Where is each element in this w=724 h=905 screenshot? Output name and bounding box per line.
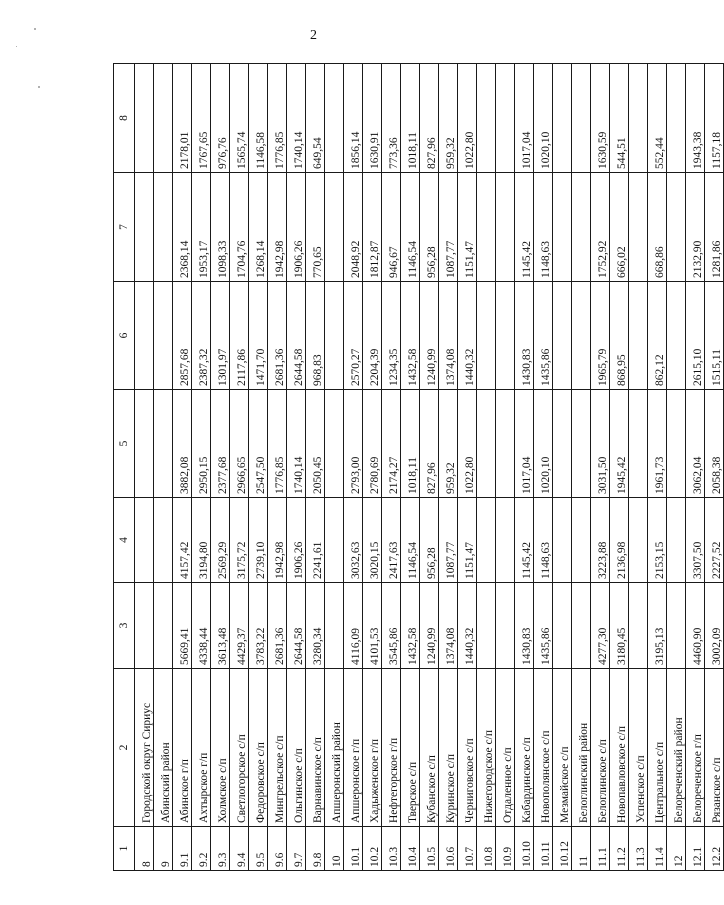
value-cell: 3020,15 xyxy=(363,498,382,583)
value-cell: 827,96 xyxy=(420,390,439,498)
value-cell: 1740,14 xyxy=(287,390,306,498)
municipality-name-cell: Холмское с/п xyxy=(211,669,230,827)
row-code-cell: 11.2 xyxy=(610,827,629,871)
header-cell: 3 xyxy=(114,583,135,669)
value-cell: 1945,42 xyxy=(610,390,629,498)
row-code-cell: 11 xyxy=(572,827,591,871)
row-code-cell: 12.2 xyxy=(705,827,724,871)
value-cell: 1018,11 xyxy=(401,390,420,498)
table-row xyxy=(572,64,591,871)
table-row xyxy=(382,64,401,871)
table-row xyxy=(705,64,724,871)
row-code-cell: 9.2 xyxy=(192,827,211,871)
row-code-cell: 12 xyxy=(667,827,686,871)
table-row xyxy=(192,64,211,871)
value-cell xyxy=(553,173,572,282)
value-cell: 3194,80 xyxy=(192,498,211,583)
row-code-cell: 9.6 xyxy=(268,827,287,871)
municipality-name-cell: Белореченское г/п xyxy=(686,669,705,827)
value-cell: 1146,58 xyxy=(249,64,268,173)
value-cell: 1374,08 xyxy=(439,282,458,390)
municipality-name-cell: Светлогорское с/п xyxy=(230,669,249,827)
municipality-name-cell: Куринское с/п xyxy=(439,669,458,827)
table-row xyxy=(477,64,496,871)
value-cell: 2780,69 xyxy=(363,390,382,498)
row-code-cell: 9.7 xyxy=(287,827,306,871)
value-cell: 773,36 xyxy=(382,64,401,173)
value-cell xyxy=(629,583,648,669)
value-cell xyxy=(667,390,686,498)
value-cell: 956,28 xyxy=(420,498,439,583)
value-cell xyxy=(553,390,572,498)
value-cell: 4277,30 xyxy=(591,583,610,669)
value-cell: 3002,09 xyxy=(705,583,724,669)
value-cell xyxy=(572,583,591,669)
row-code-cell: 9 xyxy=(154,827,173,871)
value-cell xyxy=(667,64,686,173)
municipality-name-cell: Апшеронский район xyxy=(325,669,344,827)
municipality-name-cell: Тверское с/п xyxy=(401,669,420,827)
value-cell: 1151,47 xyxy=(458,173,477,282)
value-cell: 1471,70 xyxy=(249,282,268,390)
value-cell: 1515,11 xyxy=(705,282,724,390)
value-cell: 649,54 xyxy=(306,64,325,173)
value-cell: 1906,26 xyxy=(287,173,306,282)
value-cell: 770,65 xyxy=(306,173,325,282)
table-row xyxy=(154,64,173,871)
value-cell: 1017,04 xyxy=(515,64,534,173)
value-cell: 3175,72 xyxy=(230,498,249,583)
value-cell: 1440,32 xyxy=(458,583,477,669)
municipality-name-cell: Абинское г/п xyxy=(173,669,192,827)
municipality-name-cell: Новополянское с/п xyxy=(534,669,553,827)
value-cell: 2368,14 xyxy=(173,173,192,282)
value-cell xyxy=(496,583,515,669)
value-cell: 2570,27 xyxy=(344,282,363,390)
row-code-cell: 10.1 xyxy=(344,827,363,871)
row-code-cell: 10.3 xyxy=(382,827,401,871)
value-cell: 1565,74 xyxy=(230,64,249,173)
value-cell xyxy=(572,498,591,583)
value-cell: 1098,33 xyxy=(211,173,230,282)
table-row xyxy=(496,64,515,871)
value-cell: 3032,63 xyxy=(344,498,363,583)
value-cell: 2644,58 xyxy=(287,282,306,390)
value-cell: 668,86 xyxy=(648,173,667,282)
table-row xyxy=(629,64,648,871)
header-cell: 8 xyxy=(114,64,135,173)
table-row xyxy=(648,64,667,871)
value-cell xyxy=(325,64,344,173)
value-cell xyxy=(629,64,648,173)
value-cell: 1240,99 xyxy=(420,583,439,669)
table-row xyxy=(439,64,458,871)
value-cell xyxy=(477,583,496,669)
value-cell xyxy=(629,390,648,498)
value-cell: 1157,18 xyxy=(705,64,724,173)
table-row xyxy=(420,64,439,871)
value-cell: 2739,10 xyxy=(249,498,268,583)
table-row xyxy=(667,64,686,871)
value-cell: 1906,26 xyxy=(287,498,306,583)
rotated-table-container xyxy=(113,64,723,871)
value-cell: 2136,98 xyxy=(610,498,629,583)
value-cell: 1148,63 xyxy=(534,173,553,282)
municipality-name-cell: Хадыженское г/п xyxy=(363,669,382,827)
value-cell: 1374,08 xyxy=(439,583,458,669)
value-cell xyxy=(553,498,572,583)
value-cell: 1087,77 xyxy=(439,498,458,583)
value-cell: 1740,14 xyxy=(287,64,306,173)
table-row xyxy=(515,64,534,871)
value-cell: 2417,63 xyxy=(382,498,401,583)
value-cell: 3307,50 xyxy=(686,498,705,583)
data-table xyxy=(113,63,724,871)
value-cell: 959,32 xyxy=(439,390,458,498)
value-cell xyxy=(553,583,572,669)
row-code-cell: 10.2 xyxy=(363,827,382,871)
table-row xyxy=(363,64,382,871)
value-cell xyxy=(325,173,344,282)
value-cell xyxy=(496,390,515,498)
value-cell: 3613,48 xyxy=(211,583,230,669)
value-cell: 1145,42 xyxy=(515,498,534,583)
value-cell: 1145,42 xyxy=(515,173,534,282)
value-cell: 1630,59 xyxy=(591,64,610,173)
value-cell: 1146,54 xyxy=(401,498,420,583)
municipality-name-cell: Кубанское с/п xyxy=(420,669,439,827)
municipality-name-cell: Отдаленное с/п xyxy=(496,669,515,827)
header-cell: 4 xyxy=(114,498,135,583)
municipality-name-cell: Белоглинское с/п xyxy=(591,669,610,827)
value-cell: 544,51 xyxy=(610,64,629,173)
table-row xyxy=(211,64,230,871)
value-cell: 2615,10 xyxy=(686,282,705,390)
value-cell: 2178,01 xyxy=(173,64,192,173)
value-cell: 3882,08 xyxy=(173,390,192,498)
value-cell xyxy=(325,390,344,498)
value-cell xyxy=(135,173,154,282)
value-cell: 2058,38 xyxy=(705,390,724,498)
value-cell: 4116,09 xyxy=(344,583,363,669)
value-cell: 1430,83 xyxy=(515,282,534,390)
municipality-name-cell: Нефтегорское г/п xyxy=(382,669,401,827)
municipality-name-cell: Абинский район xyxy=(154,669,173,827)
value-cell xyxy=(154,282,173,390)
value-cell: 1943,38 xyxy=(686,64,705,173)
value-cell xyxy=(154,583,173,669)
row-code-cell: 10.5 xyxy=(420,827,439,871)
row-code-cell: 8 xyxy=(135,827,154,871)
value-cell: 2681,36 xyxy=(268,282,287,390)
row-code-cell: 10.10 xyxy=(515,827,534,871)
table-row xyxy=(591,64,610,871)
value-cell: 2117,86 xyxy=(230,282,249,390)
value-cell: 956,28 xyxy=(420,173,439,282)
value-cell xyxy=(496,64,515,173)
value-cell: 827,96 xyxy=(420,64,439,173)
value-cell: 4429,37 xyxy=(230,583,249,669)
value-cell: 1432,58 xyxy=(401,282,420,390)
value-cell: 3280,34 xyxy=(306,583,325,669)
municipality-name-cell: Центральное с/п xyxy=(648,669,667,827)
value-cell xyxy=(477,282,496,390)
value-cell: 862,12 xyxy=(648,282,667,390)
table-row xyxy=(686,64,705,871)
value-cell: 1965,79 xyxy=(591,282,610,390)
value-cell: 1776,85 xyxy=(268,64,287,173)
municipality-name-cell: Мингрельское с/п xyxy=(268,669,287,827)
row-code-cell: 10.11 xyxy=(534,827,553,871)
value-cell: 1961,73 xyxy=(648,390,667,498)
value-cell: 1432,58 xyxy=(401,583,420,669)
value-cell: 1017,04 xyxy=(515,390,534,498)
municipality-name-cell: Федоровское с/п xyxy=(249,669,268,827)
value-cell: 4460,90 xyxy=(686,583,705,669)
value-cell xyxy=(154,173,173,282)
value-cell xyxy=(572,64,591,173)
table-row xyxy=(534,64,553,871)
value-cell: 1020,10 xyxy=(534,64,553,173)
table-row xyxy=(458,64,477,871)
municipality-name-cell: Городской округ Сириус xyxy=(135,669,154,827)
value-cell xyxy=(477,390,496,498)
value-cell: 1953,17 xyxy=(192,173,211,282)
value-cell: 1942,98 xyxy=(268,498,287,583)
value-cell: 868,95 xyxy=(610,282,629,390)
municipality-name-cell: Новопавловское с/п xyxy=(610,669,629,827)
row-code-cell: 11.4 xyxy=(648,827,667,871)
value-cell: 1087,77 xyxy=(439,173,458,282)
value-cell: 2204,39 xyxy=(363,282,382,390)
municipality-name-cell: Апшеронское г/п xyxy=(344,669,363,827)
value-cell: 2793,00 xyxy=(344,390,363,498)
value-cell: 959,32 xyxy=(439,64,458,173)
value-cell xyxy=(572,282,591,390)
scan-speck xyxy=(16,46,17,47)
municipality-name-cell: Успенское с/п xyxy=(629,669,648,827)
value-cell: 1020,10 xyxy=(534,390,553,498)
row-code-cell: 9.1 xyxy=(173,827,192,871)
row-code-cell: 10.6 xyxy=(439,827,458,871)
municipality-name-cell: Мезмайское с/п xyxy=(553,669,572,827)
value-cell: 1435,86 xyxy=(534,583,553,669)
municipality-name-cell: Кабардинское с/п xyxy=(515,669,534,827)
value-cell: 2387,32 xyxy=(192,282,211,390)
row-code-cell: 9.4 xyxy=(230,827,249,871)
value-cell xyxy=(477,173,496,282)
value-cell: 2241,61 xyxy=(306,498,325,583)
value-cell: 976,76 xyxy=(211,64,230,173)
municipality-name-cell: Белореченский район xyxy=(667,669,686,827)
value-cell xyxy=(572,390,591,498)
value-cell xyxy=(135,282,154,390)
value-cell: 1767,65 xyxy=(192,64,211,173)
value-cell: 1146,54 xyxy=(401,173,420,282)
value-cell xyxy=(325,498,344,583)
value-cell: 1281,86 xyxy=(705,173,724,282)
row-code-cell: 9.8 xyxy=(306,827,325,871)
row-code-cell: 10.7 xyxy=(458,827,477,871)
value-cell xyxy=(553,282,572,390)
scan-speck xyxy=(34,28,36,30)
table-row xyxy=(135,64,154,871)
municipality-name-cell: Варнавинское с/п xyxy=(306,669,325,827)
table-row xyxy=(610,64,629,871)
value-cell: 2227,52 xyxy=(705,498,724,583)
table-row xyxy=(401,64,420,871)
value-cell xyxy=(496,173,515,282)
table-row xyxy=(173,64,192,871)
row-code-cell: 10.8 xyxy=(477,827,496,871)
table-row xyxy=(344,64,363,871)
value-cell xyxy=(667,498,686,583)
value-cell xyxy=(325,583,344,669)
value-cell: 666,02 xyxy=(610,173,629,282)
value-cell: 1268,14 xyxy=(249,173,268,282)
row-code-cell: 11.1 xyxy=(591,827,610,871)
value-cell: 3195,13 xyxy=(648,583,667,669)
row-code-cell: 9.3 xyxy=(211,827,230,871)
value-cell xyxy=(135,498,154,583)
municipality-name-cell: Ольгинское с/п xyxy=(287,669,306,827)
value-cell xyxy=(496,498,515,583)
value-cell: 1704,76 xyxy=(230,173,249,282)
page-number: 2 xyxy=(310,28,317,43)
value-cell: 1812,87 xyxy=(363,173,382,282)
value-cell: 1430,83 xyxy=(515,583,534,669)
header-cell: 5 xyxy=(114,390,135,498)
value-cell: 2048,92 xyxy=(344,173,363,282)
table-row xyxy=(553,64,572,871)
value-cell: 2569,29 xyxy=(211,498,230,583)
value-cell: 1440,32 xyxy=(458,282,477,390)
value-cell: 2966,65 xyxy=(230,390,249,498)
table-row xyxy=(268,64,287,871)
value-cell: 1630,91 xyxy=(363,64,382,173)
table-row xyxy=(230,64,249,871)
value-cell: 5669,41 xyxy=(173,583,192,669)
value-cell: 1148,63 xyxy=(534,498,553,583)
value-cell xyxy=(629,498,648,583)
value-cell: 2644,58 xyxy=(287,583,306,669)
table-row xyxy=(249,64,268,871)
value-cell: 3545,86 xyxy=(382,583,401,669)
table-row xyxy=(306,64,325,871)
municipality-name-cell: Нижегородское с/п xyxy=(477,669,496,827)
value-cell xyxy=(667,583,686,669)
value-cell: 2857,68 xyxy=(173,282,192,390)
value-cell: 2950,15 xyxy=(192,390,211,498)
value-cell xyxy=(135,390,154,498)
value-cell: 1301,97 xyxy=(211,282,230,390)
value-cell: 2153,15 xyxy=(648,498,667,583)
value-cell: 1022,80 xyxy=(458,390,477,498)
table-header-row xyxy=(114,64,135,871)
value-cell xyxy=(667,282,686,390)
value-cell xyxy=(135,583,154,669)
value-cell: 3062,04 xyxy=(686,390,705,498)
value-cell: 1240,99 xyxy=(420,282,439,390)
value-cell xyxy=(154,498,173,583)
value-cell: 2377,68 xyxy=(211,390,230,498)
value-cell: 3783,22 xyxy=(249,583,268,669)
value-cell xyxy=(477,64,496,173)
value-cell: 2547,50 xyxy=(249,390,268,498)
header-cell: 2 xyxy=(114,669,135,827)
value-cell xyxy=(154,390,173,498)
value-cell: 1234,35 xyxy=(382,282,401,390)
row-code-cell: 11.3 xyxy=(629,827,648,871)
municipality-name-cell: Ахтырское г/п xyxy=(192,669,211,827)
value-cell: 3180,45 xyxy=(610,583,629,669)
value-cell: 2174,27 xyxy=(382,390,401,498)
value-cell: 4338,44 xyxy=(192,583,211,669)
row-code-cell: 10.4 xyxy=(401,827,420,871)
row-code-cell: 12.1 xyxy=(686,827,705,871)
value-cell: 552,44 xyxy=(648,64,667,173)
value-cell: 1151,47 xyxy=(458,498,477,583)
row-code-cell: 10 xyxy=(325,827,344,871)
value-cell: 1018,11 xyxy=(401,64,420,173)
value-cell: 1435,86 xyxy=(534,282,553,390)
header-cell: 7 xyxy=(114,173,135,282)
value-cell xyxy=(496,282,515,390)
value-cell: 3223,88 xyxy=(591,498,610,583)
table-row xyxy=(325,64,344,871)
header-cell: 6 xyxy=(114,282,135,390)
value-cell xyxy=(629,282,648,390)
value-cell: 2132,90 xyxy=(686,173,705,282)
municipality-name-cell: Белоглинский район xyxy=(572,669,591,827)
row-code-cell: 10.12 xyxy=(553,827,572,871)
value-cell: 4157,42 xyxy=(173,498,192,583)
value-cell: 1942,98 xyxy=(268,173,287,282)
value-cell: 1856,14 xyxy=(344,64,363,173)
value-cell xyxy=(629,173,648,282)
table-row xyxy=(287,64,306,871)
value-cell xyxy=(572,173,591,282)
value-cell xyxy=(553,64,572,173)
scan-speck xyxy=(38,86,40,88)
value-cell: 1022,80 xyxy=(458,64,477,173)
row-code-cell: 10.9 xyxy=(496,827,515,871)
value-cell: 3031,50 xyxy=(591,390,610,498)
value-cell xyxy=(154,64,173,173)
value-cell: 1776,85 xyxy=(268,390,287,498)
municipality-name-cell: Черниговское с/п xyxy=(458,669,477,827)
value-cell xyxy=(667,173,686,282)
value-cell: 4101,53 xyxy=(363,583,382,669)
value-cell: 946,67 xyxy=(382,173,401,282)
value-cell xyxy=(477,498,496,583)
header-cell: 1 xyxy=(114,827,135,871)
value-cell xyxy=(325,282,344,390)
value-cell: 1752,92 xyxy=(591,173,610,282)
value-cell xyxy=(135,64,154,173)
value-cell: 968,83 xyxy=(306,282,325,390)
value-cell: 2681,36 xyxy=(268,583,287,669)
municipality-name-cell: Рязанское с/п xyxy=(705,669,724,827)
row-code-cell: 9.5 xyxy=(249,827,268,871)
value-cell: 2050,45 xyxy=(306,390,325,498)
